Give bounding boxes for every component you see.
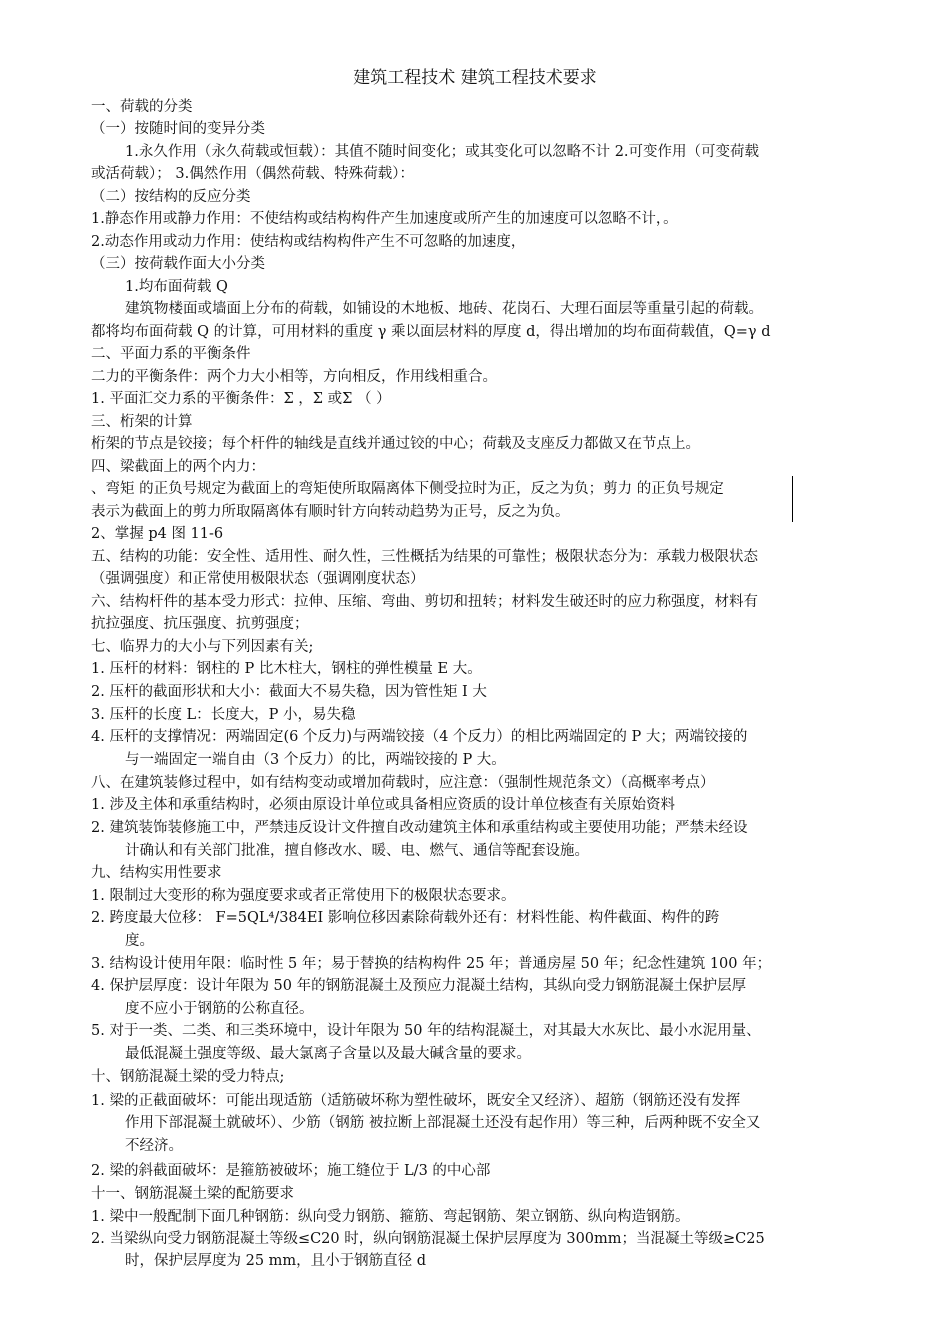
text-line: 五、结构的功能：安全性、适用性、耐久性，三性概括为结果的可靠性；极限状态分为：承载力极限状态 [91, 549, 758, 565]
text-line: 1. 涉及主体和承重结构时，必须由原设计单位或具备相应资质的设计单位核查有关原始资料 [91, 797, 675, 813]
text-line: （二）按结构的反应分类 [91, 189, 251, 205]
text-line: 2. 跨度最大位移： F=5QL⁴/384EI 影响位移因素除荷载外还有：材料性能、构件截面、构件的跨 [91, 910, 720, 926]
text-line: 、弯矩 的正负号规定为截面上的弯矩使所取隔离体下侧受拉时为正，反之为负；剪力 的正负号规定 [91, 481, 724, 497]
text-line: 二力的平衡条件：两个力大小相等，方向相反，作用线相重合。 [91, 369, 497, 385]
text-line: 度不应小于钢筋的公称直径。 [125, 1001, 314, 1017]
text-line: 1.永久作用（永久荷载或恒载）：其值不随时间变化；或其变化可以忽略不计 2.可变作用（可变荷载 [125, 144, 760, 160]
text-line: 2. 梁的斜截面破坏：是箍筋被破坏；施工缝位于 L/3 的中心部 [91, 1163, 491, 1179]
text-line: 3. 压杆的长度 L：长度大，P 小，易失稳 [91, 707, 356, 723]
text-line: 与一端固定一端自由（3 个反力）的比，两端铰接的 P 大。 [125, 752, 506, 768]
vertical-rule [792, 476, 793, 522]
text-line: 4. 压杆的支撑情况：两端固定(6 个反力)与两端铰接（4 个反力）的相比两端固定的 P 大；两端铰接的 [91, 729, 748, 745]
text-line: 九、结构实用性要求 [91, 865, 222, 881]
text-line: 5. 对于一类、二类、和三类环境中，设计年限为 50 年的结构混凝土，对其最大水灰比、最小水泥用量、 [91, 1023, 761, 1039]
text-line: 二、平面力系的平衡条件 [91, 346, 251, 362]
text-line: 1.静态作用或静力作用：不使结构或结构构件产生加速度或所产生的加速度可以忽略不计，。 [91, 211, 678, 227]
text-line: 都将均布面荷载 Q 的计算，可用材料的重度 γ 乘以面层材料的厚度 d，得出增加的均布面荷载值，Q=γ d [91, 324, 771, 340]
text-line: 度。 [125, 933, 154, 949]
text-line: 4. 保护层厚度：设计年限为 50 年的钢筋混凝土及预应力混凝土结构，其纵向受力钢筋混凝土保护层厚 [91, 978, 747, 994]
text-line: 1. 梁的正截面破坏：可能出现适筋（适筋破坏称为塑性破坏，既安全又经济）、超筋（钢筋还没有发挥 [91, 1093, 741, 1109]
text-line: 最低混凝土强度等级、最大氯离子含量以及最大碱含量的要求。 [125, 1046, 531, 1062]
text-line: 1.均布面荷载 Q [125, 279, 228, 295]
text-line: 八、在建筑装修过程中，如有结构变动或增加荷载时，应注意：（强制性规范条文）（高概率考点） [91, 775, 715, 791]
text-line: 2. 建筑装饰装修施工中，严禁违反设计文件擅自改动建筑主体和承重结构或主要使用功能；严禁未经设 [91, 820, 748, 836]
text-line: 桁架的节点是铰接；每个杆件的轴线是直线并通过铰的中心；荷载及支座反力都做又在节点上。 [91, 436, 700, 452]
text-line: 四、梁截面上的两个内力： [91, 459, 265, 475]
text-line: 十、钢筋混凝土梁的受力特点; [91, 1069, 285, 1085]
text-line: 1. 梁中一般配制下面几种钢筋：纵向受力钢筋、箍筋、弯起钢筋、架立钢筋、纵向构造钢筋。 [91, 1209, 690, 1225]
text-line: （强调强度）和正常使用极限状态（强调刚度状态） [91, 571, 425, 587]
text-line: 1. 限制过大变形的称为强度要求或者正常使用下的极限状态要求。 [91, 888, 516, 904]
page-title: 建筑工程技术 建筑工程技术要求 [353, 68, 597, 88]
text-line: 抗拉强度、抗压强度、抗剪强度； [91, 616, 309, 632]
text-line: 三、桁架的计算 [91, 414, 193, 430]
text-line: 作用下部混凝土就破坏）、少筋（钢筋 被拉断上部混凝土还没有起作用）等三种，后两种既不安全又 [125, 1115, 761, 1131]
text-line: 表示为截面上的剪力所取隔离体有顺时针方向转动趋势为正号，反之为负。 [91, 504, 570, 520]
text-line: 六、结构杆件的基本受力形式：拉伸、压缩、弯曲、剪切和扭转；材料发生破还时的应力称强度，材料有 [91, 594, 758, 610]
text-line: （三）按荷载作面大小分类 [91, 256, 265, 272]
text-line: 1. 压杆的材料：钢柱的 P 比木柱大，钢柱的弹性模量 E 大。 [91, 661, 482, 677]
text-line: 七、临界力的大小与下列因素有关; [91, 639, 314, 655]
text-line: 1. 平面汇交力系的平衡条件：Σ ，Σ 或Σ （ ） [91, 391, 391, 407]
text-line: 3. 结构设计使用年限：临时性 5 年；易于替换的结构构件 25 年；普通房屋 50 年；纪念性建筑 100 年； [91, 956, 772, 972]
text-line: 2、掌握 p4 图 11-6 [91, 526, 224, 542]
text-line: 计确认和有关部门批准，擅自修改水、暖、电、燃气、通信等配套设施。 [125, 843, 589, 859]
text-line: 2.动态作用或动力作用：使结构或结构构件产生不可忽略的加速度， [91, 234, 526, 250]
text-line: 十一、钢筋混凝土梁的配筋要求 [91, 1186, 294, 1202]
text-line: 2. 压杆的截面形状和大小：截面大不易失稳，因为管性矩 I 大 [91, 684, 487, 700]
text-line: 建筑物楼面或墙面上分布的荷载，如铺设的木地板、地砖、花岗石、大理石面层等重量引起的荷载。 [125, 301, 763, 317]
text-line: 时，保护层厚度为 25 mm，且小于钢筋直径 d [125, 1253, 427, 1269]
text-line: 2. 当梁纵向受力钢筋混凝土等级≤C20 时，纵向钢筋混凝土保护层厚度为 300mm；当混凝土等级≥C25 [91, 1231, 765, 1247]
text-line: 一、荷载的分类 [91, 99, 193, 115]
text-line: （一）按随时间的变异分类 [91, 121, 265, 137]
text-line: 或活荷载）； 3.偶然作用（偶然荷载、特殊荷载）： [91, 166, 414, 182]
text-line: 不经济。 [125, 1138, 183, 1154]
